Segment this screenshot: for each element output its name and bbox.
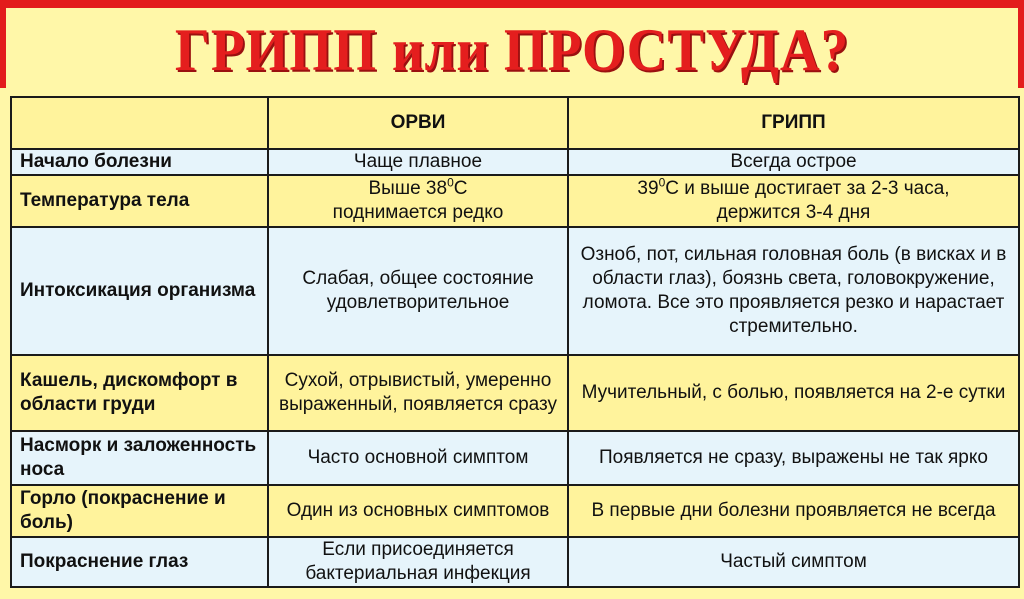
gripp-cell <box>568 175 1019 227</box>
table-row <box>11 227 1019 355</box>
page-title: ГРИПП или ПРОСТУДА? <box>174 17 850 83</box>
gripp-cell: Озноб, пот, сильная головная боль (в висках и в области глаз), боязнь света, головокружение, ломота. Все это проявляется резко и нарастает стремительно. <box>568 227 1019 355</box>
top-red-border <box>0 0 1024 8</box>
gripp-cell: Мучительный, с болью, появляется на 2-е сутки <box>568 355 1019 431</box>
gripp-cell: Частый симптом <box>568 537 1019 587</box>
column-header-gripp: ГРИПП <box>568 97 1019 149</box>
row-label: Горло (покраснение и боль) <box>11 485 268 537</box>
orvi-cell: Сухой, отрывистый, умеренно выраженный, появляется сразу <box>268 355 568 431</box>
row-label: Температура тела <box>11 175 268 227</box>
degree-sup: 0 <box>447 175 454 190</box>
table-row <box>11 485 1019 537</box>
gripp-cell: Появляется не сразу, выражены не так ярко <box>568 431 1019 485</box>
orvi-temp-unit: С <box>453 178 468 199</box>
table-row <box>11 431 1019 485</box>
orvi-cell: Слабая, общее состояние удовлетворительное <box>268 227 568 355</box>
orvi-cell: Если присоединяется бактериальная инфекция <box>268 537 568 587</box>
column-header-orvi: ОРВИ <box>268 97 568 149</box>
orvi-cell: Один из основных симптомов <box>268 485 568 537</box>
row-label: Начало болезни <box>11 149 268 175</box>
row-label: Насморк и заложенность носа <box>11 431 268 485</box>
comparison-table <box>10 96 1020 588</box>
header-corner-cell <box>11 97 268 149</box>
gripp-cell: Всегда острое <box>568 149 1019 175</box>
orvi-cell: Часто основной симптом <box>268 431 568 485</box>
orvi-temp-note: поднимается редко <box>332 202 504 223</box>
row-label: Кашель, дискомфорт в области груди <box>11 355 268 431</box>
gripp-temp-note: держится 3-4 дня <box>716 202 871 223</box>
orvi-temp-text: Выше 38 <box>368 178 448 199</box>
row-label: Интоксикация организма <box>11 227 268 355</box>
table-row <box>11 355 1019 431</box>
degree-sup: 0 <box>658 175 666 190</box>
row-label: Покраснение глаз <box>11 537 268 587</box>
table-row <box>11 537 1019 587</box>
left-red-border <box>0 0 6 88</box>
table-row <box>11 149 1019 175</box>
gripp-cell: В первые дни болезни проявляется не всегда <box>568 485 1019 537</box>
table-row <box>11 175 1019 227</box>
gripp-temp-rest: С и выше достигает за 2-3 часа, <box>665 178 950 199</box>
orvi-cell: Чаще плавное <box>268 149 568 175</box>
gripp-temp-text: 39 <box>637 178 659 199</box>
right-red-border <box>1018 0 1024 88</box>
orvi-cell <box>268 175 568 227</box>
